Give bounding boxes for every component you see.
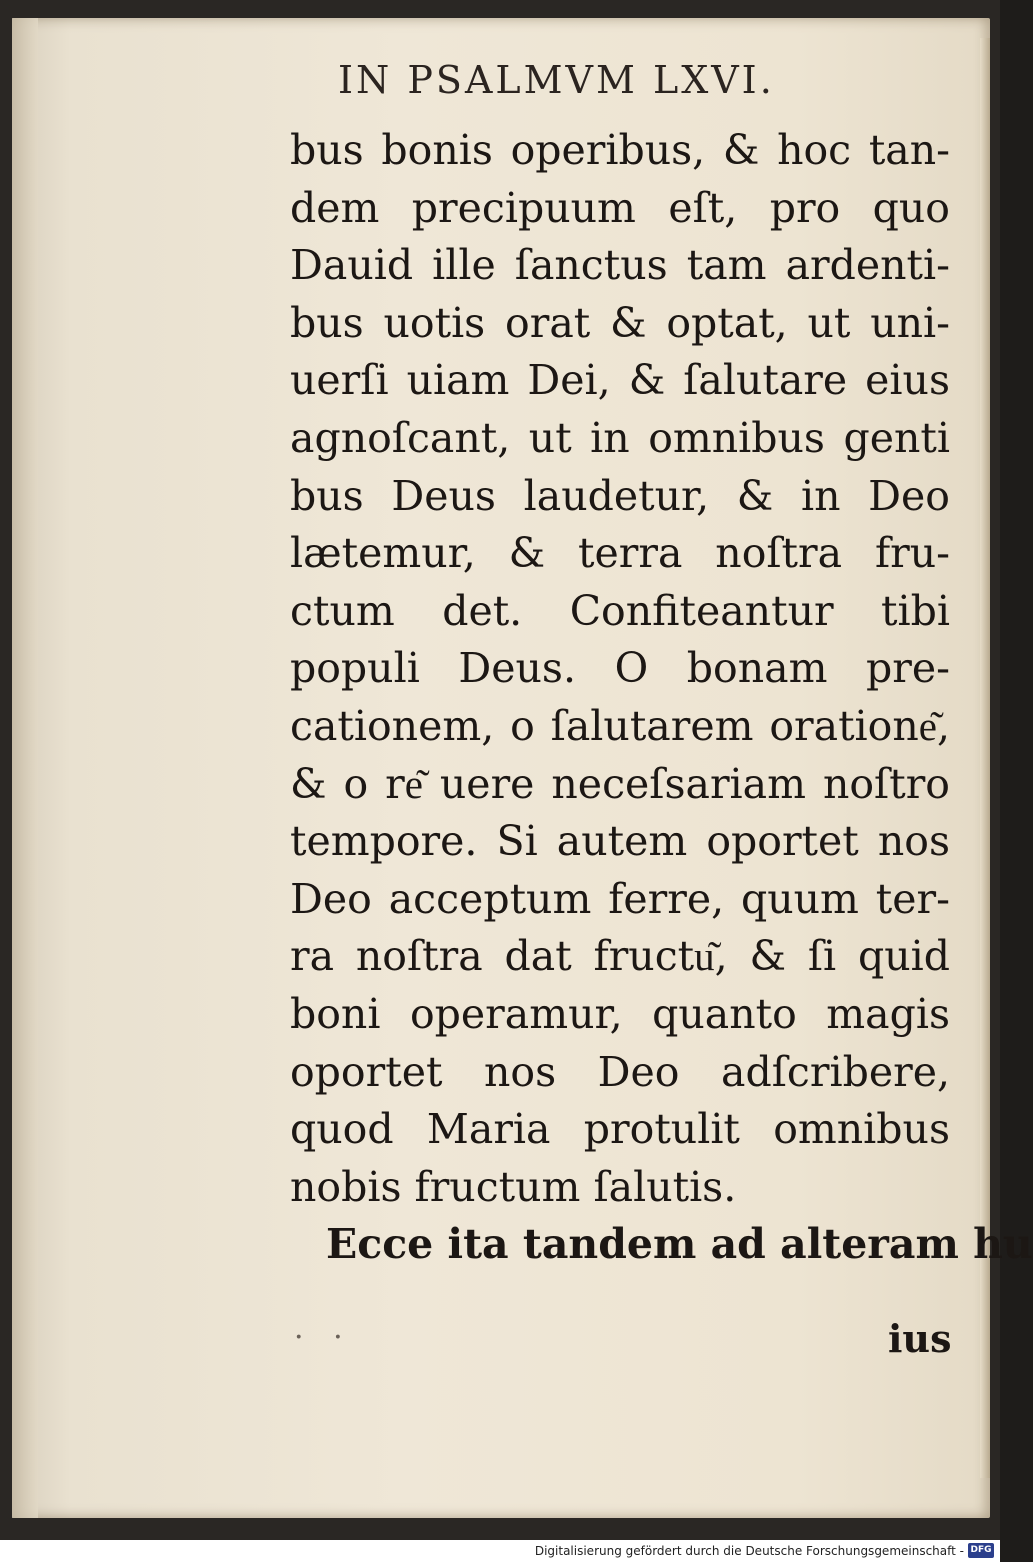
catchword: ius (888, 1316, 952, 1361)
text-line: bus bonis operibus, & hoc tan- (290, 126, 950, 174)
text-line: cationem, o ſalutarem oratione͂, (290, 701, 950, 750)
text-line: Deo acceptum ferre, quum ter- (290, 874, 950, 923)
text-line: populi Deus. O bonam pre- (290, 644, 950, 693)
text-line: ra noſtra dat fructu͂, & ſi quid (290, 932, 950, 981)
paragraph-start-line: Ecce ita tandem ad alteram hu (326, 1220, 1033, 1269)
running-head: IN PSALMVM LXVI. (338, 58, 775, 102)
text-line: boni operamur, quanto magis (290, 989, 950, 1038)
text-line: agnoſcant, ut in omnibus genti (290, 413, 950, 462)
page-body (290, 122, 1033, 1274)
text-line: Dauid ille ſanctus tam ardenti- (290, 241, 950, 290)
page-gutter (12, 18, 38, 1518)
text-line: nobis fructum ſalutis. (290, 1162, 737, 1211)
digitization-footer (0, 1540, 1000, 1562)
ink-smudge: · · (294, 1320, 353, 1355)
text-line: bus uotis orat & optat, ut uni- (290, 298, 950, 347)
text-line: & o re͂ uere neceſsariam noſtro (290, 759, 950, 808)
text-line: bus Deus laudetur, & in Deo (290, 471, 950, 520)
text-line: lætemur, & terra noſtra fru- (290, 529, 950, 578)
text-line: dem precipuum eſt, pro quo (290, 183, 950, 232)
footer-credit: Digitalisierung gefördert durch die Deutsche Forschungsgemeinschaft - (534, 1544, 964, 1558)
text-line: uerſi uiam Dei, & ſalutare eius (290, 356, 950, 405)
text-line: ctum det. Confiteantur tibi (290, 586, 950, 635)
dfg-logo-icon: DFG (968, 1543, 994, 1558)
text-line: oportet nos Deo adſcribere, (290, 1047, 950, 1096)
text-line: tempore. Si autem oportet nos (290, 817, 950, 866)
text-line: quod Maria protulit omnibus (290, 1105, 950, 1154)
